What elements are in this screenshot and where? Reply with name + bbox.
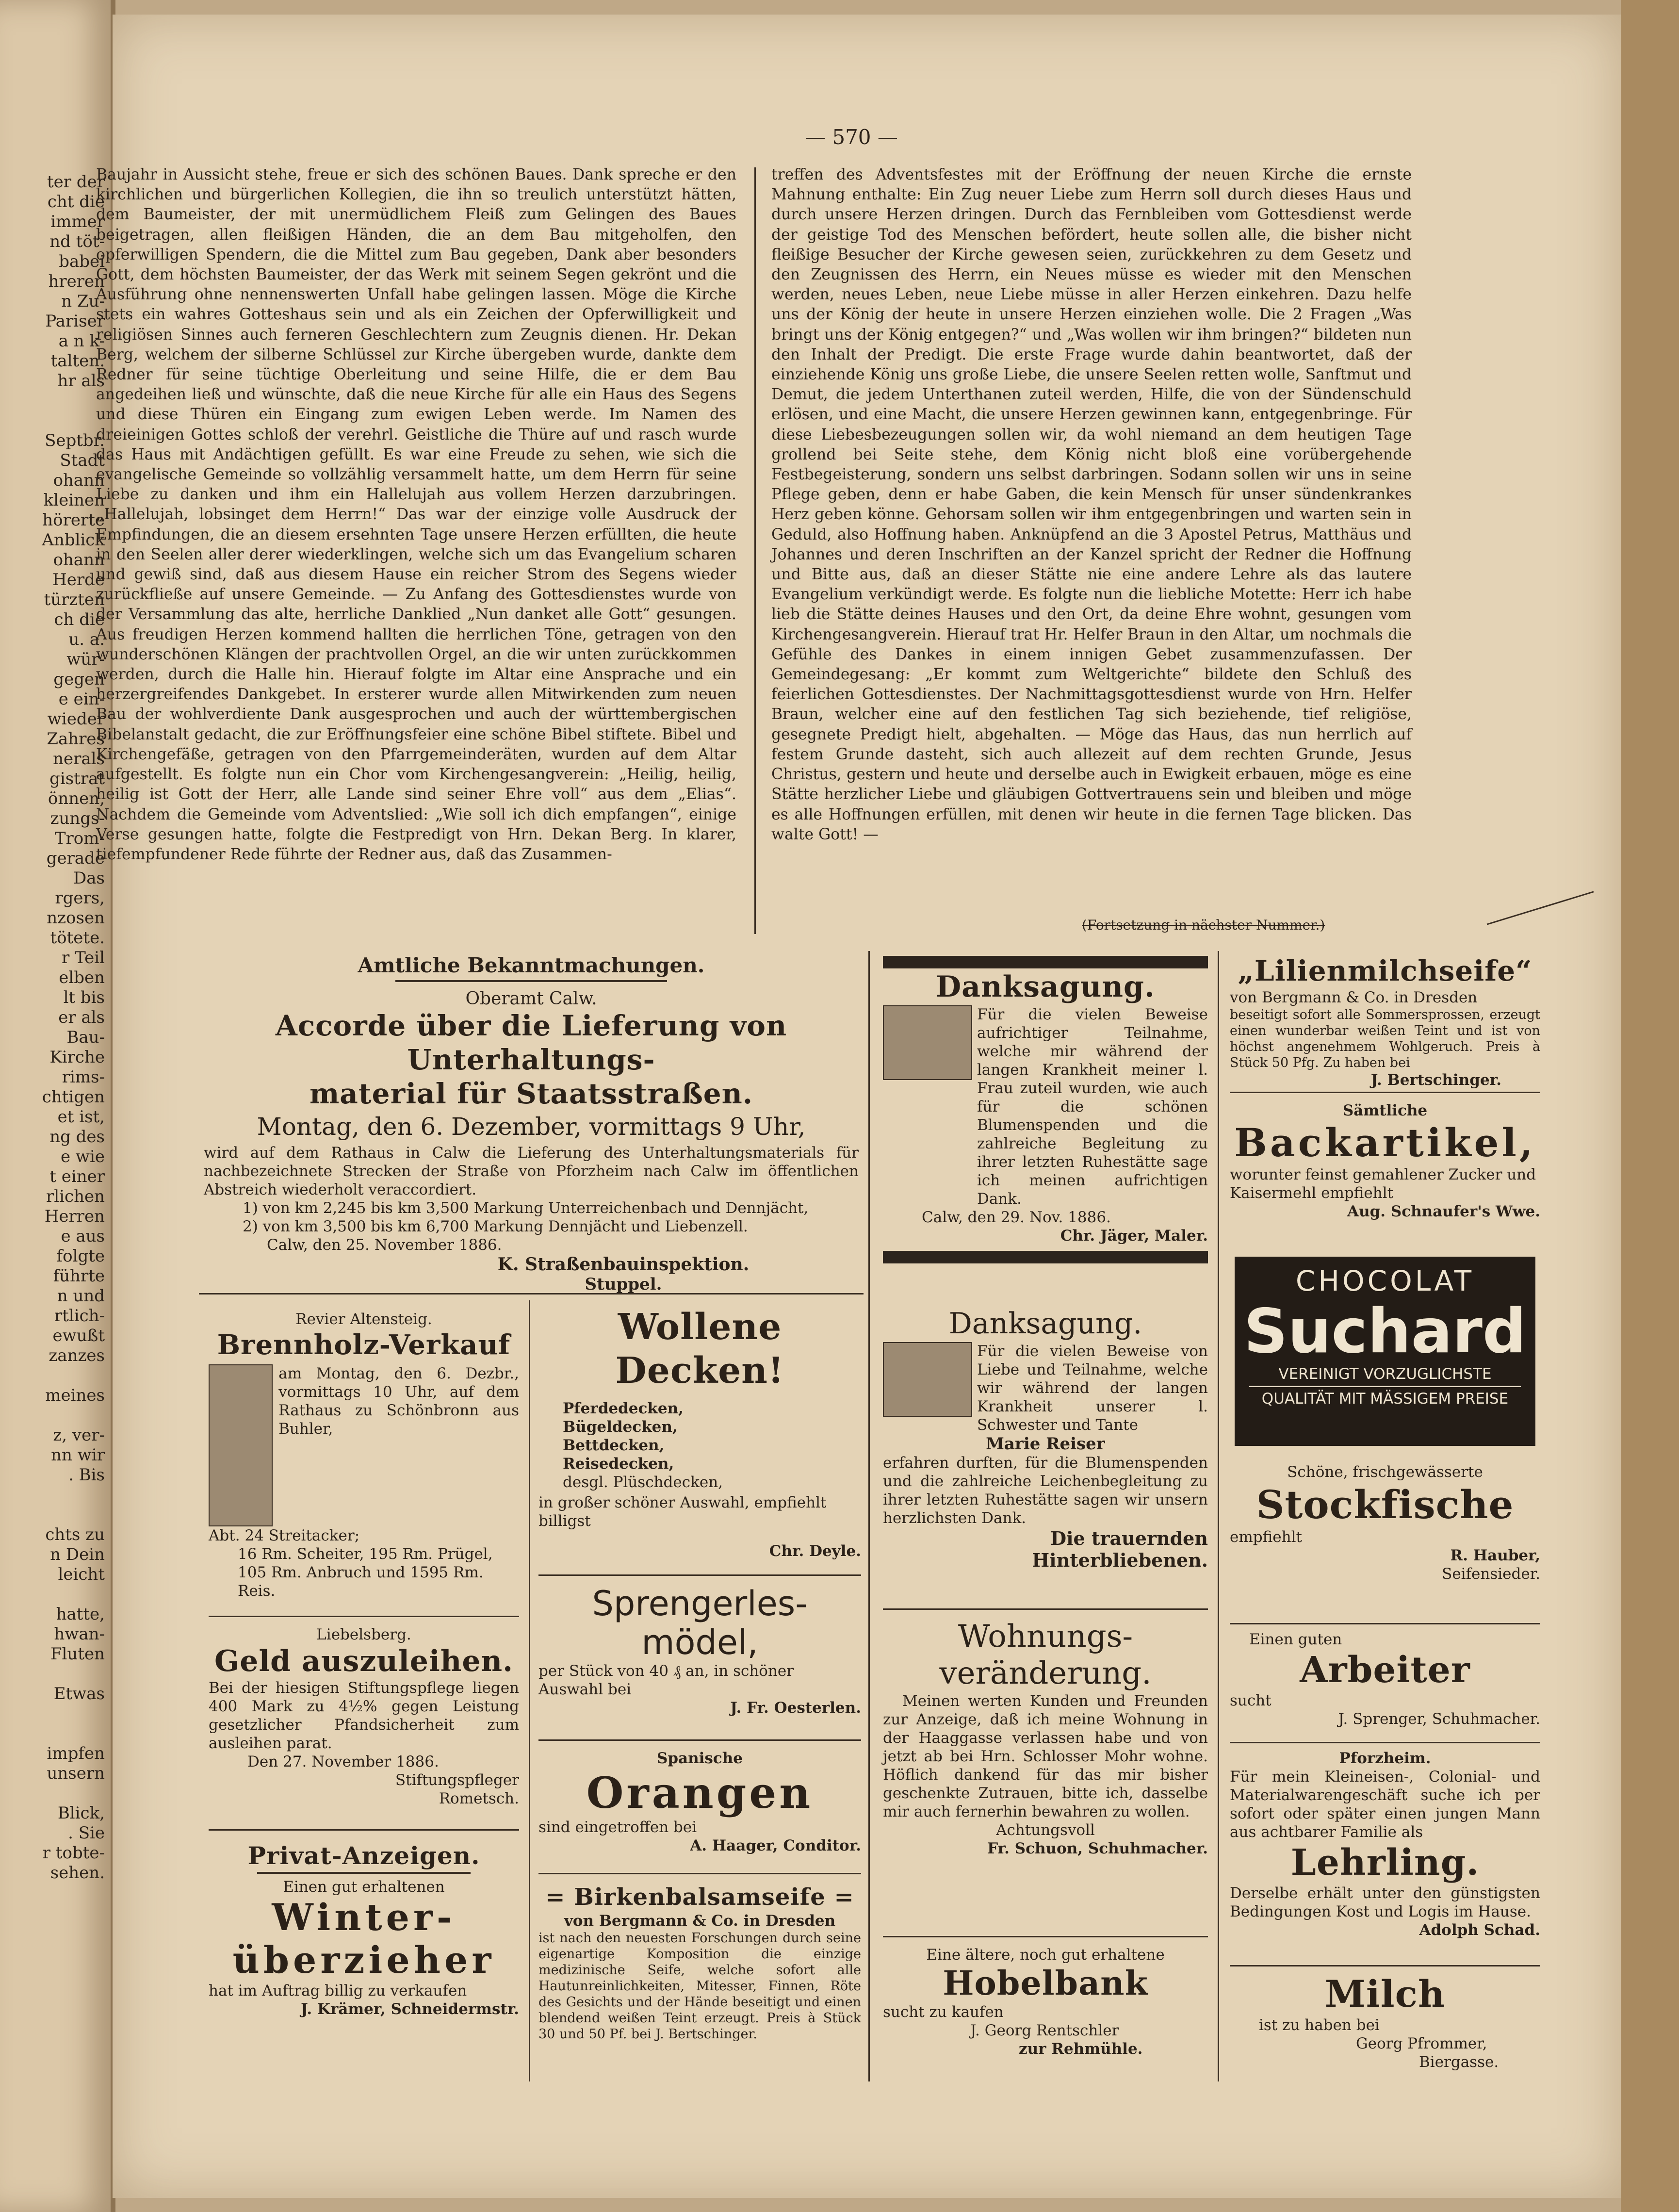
left-page-fragment-line: e ein- bbox=[58, 689, 105, 709]
left-page-fragment-line: er als bbox=[58, 1008, 105, 1027]
left-page-fragment-line: r tobte- bbox=[42, 1843, 105, 1863]
oranges-pre: Spanische bbox=[656, 1750, 743, 1767]
left-page-fragment-line: ter der bbox=[47, 172, 105, 192]
left-page-fragment-line: z, ver- bbox=[53, 1426, 105, 1445]
thanks-ad-1 bbox=[883, 956, 1208, 1263]
left-page-fragment-line: folgte bbox=[56, 1246, 105, 1266]
loan-place: Liebelsberg. bbox=[316, 1626, 411, 1643]
mold-title-2: mödel, bbox=[641, 1622, 758, 1662]
left-page-fragment-line: gistrat bbox=[49, 769, 105, 788]
left-page-fragment-line: a n k- bbox=[58, 331, 105, 351]
left-page-fragment-line bbox=[0, 1366, 112, 1386]
left-page-fragment-line: hr als bbox=[57, 371, 105, 391]
ad-divider bbox=[868, 951, 870, 2081]
page-number: — 570 — bbox=[805, 125, 898, 149]
ad-divider bbox=[1230, 1623, 1540, 1624]
left-page-text-fragments bbox=[0, 0, 112, 1883]
thanks-2-signature: Die trauernden Hinterbliebenen. bbox=[1032, 1527, 1208, 1571]
notice-item-1: 1) von km 2,245 bis km 3,500 Markung Unterreichenbach und Dennjächt, bbox=[243, 1199, 809, 1217]
ad-divider bbox=[209, 1829, 519, 1831]
notice-signature: K. Straßenbauinspektion. bbox=[497, 1254, 750, 1275]
notice-place-date: Calw, den 25. November 1886. bbox=[267, 1236, 502, 1254]
stockfish-ad bbox=[1230, 1463, 1540, 1583]
ad-divider bbox=[529, 1300, 530, 2081]
milk-signature: Georg Pfrommer, bbox=[1356, 2035, 1487, 2052]
firewood-body: am Montag, den 6. Dezbr., vormittags 10 Uhr, auf dem Rathaus zu Schönbronn aus Buhler, bbox=[278, 1365, 519, 1438]
left-page-fragment-line bbox=[0, 1485, 112, 1505]
left-page-fragment-line: hwan- bbox=[54, 1624, 105, 1644]
stockfish-signature-trade: Seifensieder. bbox=[1442, 1565, 1540, 1583]
lily-soap-company: von Bergmann & Co. in Dresden bbox=[1230, 989, 1478, 1006]
blanket-item: Pferdedecken, bbox=[563, 1400, 684, 1417]
blanket-item: Reisedecken, bbox=[563, 1455, 674, 1473]
ad-divider bbox=[883, 1936, 1208, 1937]
left-page-fragment-line: cht die bbox=[47, 192, 105, 212]
birch-soap-title: Birkenbalsamseife bbox=[574, 1884, 826, 1911]
left-page-fragment-line: Anblick bbox=[42, 530, 105, 550]
left-page-fragment-line: Blick, bbox=[57, 1803, 105, 1823]
left-page-fragment-line: Herren bbox=[44, 1207, 105, 1226]
worker-wanted-ad bbox=[1230, 1630, 1540, 1728]
official-notices bbox=[204, 953, 859, 1294]
firewood-items: 16 Rm. Scheiter, 195 Rm. Prügel, 105 Rm. Anbruch und 1595 Rm. Reis. bbox=[238, 1545, 493, 1600]
left-page-fragment-line: zanzes bbox=[49, 1346, 105, 1365]
left-page-fragment-line: rlichen bbox=[46, 1187, 105, 1206]
left-page-fragment-line bbox=[0, 1406, 112, 1426]
birch-soap-ad: = Birkenbalsamseife = von Bergmann & Co. in Dresden ist nach den neuesten Forschungen durch seine eigenartige Komposition die einzige medizinische Seife, welche sofort alle Hautunreinlichkeiten, Mitesser, Finnen, Röte des Gesichts und der Hände beseitigt und einen blendend weißen Teint erzeugt. Preis à Stück 30 und 50 Pf. bei J. Bertschinger. bbox=[538, 1884, 861, 2042]
left-page-fragment-line: e wie bbox=[60, 1147, 105, 1166]
ad-divider bbox=[209, 1616, 519, 1617]
lily-soap-title: „Lilienmilchseife“ bbox=[1238, 954, 1532, 987]
stockfish-intro: Schöne, frischgewässerte bbox=[1287, 1463, 1483, 1481]
left-page-fragment-line: zungs- bbox=[50, 809, 105, 828]
address-regards: Achtungsvoll bbox=[996, 1821, 1095, 1839]
page-edge bbox=[1621, 0, 1679, 2212]
winter-coat-ad bbox=[209, 1878, 519, 2018]
worker-title: Arbeiter bbox=[1300, 1649, 1470, 1691]
thanks-1-signature: Chr. Jäger, Maler. bbox=[1060, 1227, 1208, 1245]
article-text-right: treffen des Adventsfestes mit der Eröffnung der neuen Kirche die ernste Mahnung enthalte: Ein Zug neuer Liebe zum Herrn soll durch dieses Haus und durch unsere Herzen dringen. Durch das Fernbleiben vom Gottesdienst werde der geistige Tod des Menschen befördert, heute sollen alle, die bisher nicht fleißige Besucher der Kirche gewesen seien, zurückkehren zu dem Gesetz und den Zeugnissen des Herrn, ein Neues müsse es wieder mit den Menschen werden, neues Leben, neue Liebe müsse in aller Herzen einkehren. Dazu helfe uns der König der heute in unsere Herzen einziehen wolle. Die 2 Fragen „Was bringt uns der König entgegen?“ und „Was wollen wir ihm bringen?“ bildeten nun den Inhalt der Predigt. Die erste Frage wurde dahin beantwortet, daß der einziehende König uns große Liebe, die unsere Seelen retten wolle, Sanftmut und Demut, die jedem Unterthanen zuteil werden, Hilfe, die von der Sündenschuld erlösen, und eine Macht, die unsere Herzen gewinnen kann, entgegenbringe. Für diese Liebesbezeugungen sollen wir, da wohl niemand an dem heutigen Tage grollend bei Seite stehe, dem König nicht bloß eine vorübergehende Festbegeisterung, sondern uns selbst darbringen. Sodann sollen wir uns in seine Pflege geben, denn er habe Gaben, die kein Mensch für unser sündenkrankes Herz geben könne. Gehorsam sollen wir ihm entgegenbringen und warten sein in Geduld, also Hoffnung haben. Anknüpfend an die 3 Apostel Petrus, Matthäus und Johannes und deren Inschriften an der Kanzel spricht der Redner die Hoffnung und Bitte aus, daß an dieser Stätte nie eine andere Lehre als das lautere Evangelium verkündigt werde. Es folgte nun die liebliche Motette: Herr ich habe lieb die Stätte deines Hauses und den Ort, da deine Ehre wohnt, gesungen vom Kirchengesangverein. Hierauf trat Hr. Helfer Braun in den Altar, um nochmals die Gefühle des Dankes in einem innigen Gebet zusammenzufassen. Der Gemeindegesang: „Er kommt zum Weltgerichte“ bildete den Schluß des feierlichen Gottesdienstes. Der Nachmittagsgottesdienst wurde von Hrn. Helfer Braun, welcher eine auf den festlichen Tag sich beziehende, tief religiöse, gesegnete Predigt hielt, abgehalten. — Möge das Haus, das nun herrlich auf festem Grunde dasteht, sich auch allezeit auf dem rechten Grunde, Jesus Christus, gestern und heute und derselbe auch in Ewigkeit erbauen, möge es eine Stätte herzlicher Liebe und gläubigen Gottvertrauens sein und bleiben und möge es alle Hoffnungen erfüllen, mit denen wir heute in die fernen Tage blicken. Das walte Gott! — bbox=[771, 166, 1412, 843]
stockfish-signature: R. Hauber, bbox=[1450, 1547, 1540, 1564]
apprentice-wanted-ad bbox=[1230, 1749, 1540, 1939]
left-page-fragment-line: lt bis bbox=[63, 988, 105, 1007]
left-page-fragment-line: chts zu bbox=[45, 1525, 105, 1544]
ad-divider bbox=[538, 1873, 861, 1874]
office-name: Oberamt Calw. bbox=[465, 989, 597, 1009]
address-title-1: Wohnungs- bbox=[958, 1619, 1133, 1655]
left-page-fragment-line: impfen bbox=[47, 1744, 105, 1763]
left-page-fragment-line: önnen, bbox=[48, 789, 105, 808]
black-bar bbox=[883, 956, 1208, 968]
notice-body: wird auf dem Rathaus in Calw die Lieferung des Unterhaltungsmaterials für nachbezeichnete Strecken der Straße von Pforzheim nach Calw im öffentlichen Abstreich wiederholt veraccordiert. bbox=[204, 1144, 859, 1198]
notice-item-2: 2) von km 3,500 bis km 6,700 Markung Dennjächt und Liebenzell. bbox=[243, 1218, 748, 1235]
worker-intro: Einen guten bbox=[1249, 1631, 1342, 1648]
loan-title: Geld auszuleihen. bbox=[214, 1644, 514, 1678]
blankets-body: in großer schöner Auswahl, empfiehlt billigst bbox=[538, 1494, 827, 1530]
suchard-line-3: VEREINIGT VORZUGLICHSTE bbox=[1249, 1365, 1521, 1387]
left-page-fragment-line: babei bbox=[59, 252, 105, 271]
left-page-fragment-line bbox=[0, 391, 112, 411]
apprentice-body-2: Derselbe erhält unter den günstigsten Bedingungen Kost und Logis im Hause. bbox=[1230, 1884, 1540, 1920]
baking-signature: Aug. Schnaufer's Wwe. bbox=[1347, 1203, 1540, 1220]
firewood-title: Brennholz-Verkauf bbox=[217, 1329, 511, 1361]
firewood-sale-ad bbox=[209, 1310, 519, 1600]
birch-soap-company: von Bergmann & Co. in Dresden bbox=[564, 1912, 836, 1930]
left-page-fragment-line bbox=[0, 411, 112, 431]
official-heading: Amtliche Bekanntmachungen. bbox=[358, 953, 705, 977]
workbench-ad bbox=[883, 1946, 1208, 2058]
left-page-fragment-line: . Sie bbox=[68, 1823, 105, 1843]
left-page-fragment-line: talten. bbox=[50, 351, 105, 371]
article-column-right bbox=[771, 165, 1412, 845]
left-page-fragment-line: gerade bbox=[46, 849, 105, 868]
oranges-signature: A. Haager, Conditor. bbox=[690, 1837, 861, 1854]
left-page-fragment-line: Etwas bbox=[53, 1684, 105, 1704]
left-page-fragment-line: hatte, bbox=[56, 1605, 105, 1624]
left-page-fragment-line: e aus bbox=[61, 1227, 105, 1246]
notice-date: Montag, den 6. Dezember, vormittags 9 Uhr, bbox=[257, 1113, 806, 1141]
worker-signature: J. Sprenger, Schuhmacher. bbox=[1338, 1710, 1540, 1728]
left-page-fragment-line: ng des bbox=[49, 1127, 105, 1147]
left-page-fragment-line: u. a. bbox=[68, 630, 105, 649]
left-page-fragment-line: Septbr. bbox=[45, 431, 105, 450]
coat-title-2: überzieher bbox=[232, 1938, 495, 1982]
left-page-fragment-line: nerals bbox=[53, 749, 105, 769]
column-divider bbox=[754, 167, 756, 934]
left-page-fragment-line bbox=[0, 1585, 112, 1605]
ad-divider bbox=[883, 1608, 1208, 1610]
loan-signature-name: Rometsch. bbox=[439, 1790, 519, 1807]
baking-body: worunter feinst gemahlener Zucker und Kaisermehl empfiehlt bbox=[1230, 1166, 1536, 1202]
baking-goods-ad bbox=[1230, 1101, 1540, 1221]
workbench-title: Hobelbank bbox=[943, 1964, 1148, 2003]
left-page-fragment-line: nzosen bbox=[47, 908, 105, 928]
left-page-fragment-line: n und bbox=[57, 1286, 105, 1306]
suchard-line-4: QUALITÄT MIT MÄSSIGEM PREISE bbox=[1261, 1390, 1509, 1408]
lily-soap-signature: J. Bertschinger. bbox=[1370, 1071, 1501, 1089]
left-page-fragment-line: elben bbox=[59, 968, 105, 987]
left-page-fragment-line bbox=[0, 1505, 112, 1525]
oranges-title: Orangen bbox=[586, 1768, 814, 1818]
notice-title-2: material für Staatsstraßen. bbox=[309, 1077, 753, 1110]
left-page-fragment-line: ch die bbox=[54, 610, 105, 629]
blanket-extra: desgl. Plüschdecken, bbox=[563, 1474, 723, 1491]
worker-body: sucht bbox=[1230, 1692, 1271, 1709]
left-page-fragment-line: . Bis bbox=[68, 1465, 105, 1485]
thanks-1-body: Für die vielen Beweise aufrichtiger Teilnahme, welche mir während der langen Krankheit meiner l. Frau zuteil wurden, wie auch für die schönen Blumenspenden und die zahlreiche Begleitung zu ihrer letzten Ruhestätte sage ich meinen aufrichtigen Dank. bbox=[977, 1006, 1208, 1208]
notice-signature-name: Stuppel. bbox=[585, 1275, 662, 1294]
coat-intro: Einen gut erhaltenen bbox=[283, 1878, 445, 1896]
thanks-1-title: Danksagung. bbox=[936, 970, 1155, 1004]
left-page-fragment-line: gegen bbox=[53, 670, 105, 689]
ad-divider bbox=[1230, 1742, 1540, 1743]
left-page-fragment-line: chtigen bbox=[42, 1087, 105, 1107]
apprentice-signature: Adolph Schad. bbox=[1419, 1921, 1540, 1939]
left-page-fragment-line: nn wir bbox=[51, 1445, 105, 1465]
left-page-fragment-line: rtlich- bbox=[54, 1306, 105, 1326]
left-page-fragment-line: rgers, bbox=[55, 888, 105, 908]
mold-signature: J. Fr. Oesterlen. bbox=[730, 1699, 861, 1717]
left-page-fragment-line: wieder bbox=[47, 709, 105, 729]
milk-body: ist zu haben bei bbox=[1259, 2016, 1380, 2034]
mold-title-1: Sprengerles- bbox=[592, 1584, 808, 1623]
left-page-fragment-line: ohann bbox=[53, 550, 105, 570]
left-page-fragment-line: wür- bbox=[66, 650, 105, 669]
stockfish-title: Stockfische bbox=[1256, 1482, 1514, 1527]
ad-divider bbox=[538, 1739, 861, 1741]
apprentice-body: Für mein Kleineisen-, Colonial- und Materialwarengeschäft suche ich per sofort oder später einen jungen Mann aus achtbarer Familie als bbox=[1230, 1768, 1540, 1841]
thanks-ad-2 bbox=[883, 1305, 1208, 1571]
article-column-left bbox=[96, 165, 736, 865]
thanks-2-title: Danksagung. bbox=[948, 1307, 1142, 1341]
baking-title: Backartikel, bbox=[1234, 1120, 1536, 1165]
private-heading: Privat-Anzeigen. bbox=[247, 1841, 480, 1870]
lily-soap-body: beseitigt sofort alle Sommersprossen, erzeugt einen wunderbar weißen Teint und ist von höchst angenehmem Wohlgeruch. Preis à Stück 50 Pfg. Zu haben bei bbox=[1230, 1007, 1540, 1070]
oranges-body: sind eingetroffen bei bbox=[538, 1819, 697, 1836]
coat-signature: J. Krämer, Schneidermstr. bbox=[301, 2000, 519, 2018]
left-page-fragment-line: ohann bbox=[53, 471, 105, 490]
grave-cross-illustration bbox=[883, 1342, 972, 1417]
firewood-district: Revier Altensteig. bbox=[295, 1311, 432, 1328]
left-page-fragment-line: hörerte bbox=[42, 510, 105, 530]
milk-title: Milch bbox=[1324, 1972, 1446, 2015]
left-page-fragment-line: ewußt bbox=[52, 1326, 105, 1345]
left-page-fragment-line: rims- bbox=[62, 1067, 105, 1087]
left-page-fragment-line: nd töt- bbox=[49, 232, 105, 251]
ad-divider bbox=[538, 1574, 861, 1576]
milk-signature-street: Biergasse. bbox=[1419, 2053, 1499, 2071]
oranges-ad bbox=[538, 1749, 861, 1855]
thanks-2-body: Für die vielen Beweise von Liebe und Teilnahme, welche wir während der langen Krankheit unserer l. Schwester und Tante bbox=[977, 1343, 1208, 1434]
baking-pre: Sämtliche bbox=[1342, 1102, 1428, 1119]
left-page-fragment-line: unsern bbox=[47, 1764, 105, 1783]
ad-divider bbox=[1230, 1092, 1540, 1093]
stockfish-body: empfiehlt bbox=[1230, 1528, 1302, 1546]
left-page-fragment-line: n Zu- bbox=[61, 292, 105, 311]
lily-soap-ad bbox=[1230, 953, 1540, 1089]
blankets-ad bbox=[538, 1305, 861, 1560]
left-page-fragment-line bbox=[0, 1784, 112, 1803]
left-page-fragment-line: sehen. bbox=[50, 1863, 105, 1883]
left-page-fragment-line: Herde bbox=[52, 570, 105, 590]
loan-date: Den 27. November 1886. bbox=[247, 1753, 439, 1770]
workbench-signature-place: zur Rehmühle. bbox=[1019, 2040, 1143, 2058]
address-title-2: veränderung. bbox=[939, 1655, 1152, 1691]
suchard-line-1: CHOCOLAT bbox=[1295, 1264, 1475, 1297]
left-page-fragment-line: leicht bbox=[58, 1565, 105, 1584]
ad-divider bbox=[1218, 951, 1219, 2081]
firewood-section: Abt. 24 Streitacker; bbox=[209, 1527, 360, 1544]
left-page-fragment-line bbox=[0, 1724, 112, 1744]
left-page-fragment-line: t einer bbox=[49, 1167, 105, 1186]
blanket-item: Bügeldecken, bbox=[563, 1418, 678, 1436]
left-page-fragment-line: immer bbox=[50, 212, 105, 231]
workbench-intro: Eine ältere, noch gut erhaltene bbox=[926, 1946, 1165, 1964]
workbench-signature: J. Georg Rentschler bbox=[970, 2022, 1119, 2039]
article-text-left: Baujahr in Aussicht stehe, freue er sich des schönen Baues. Dank spreche er den kirchlichen und bürgerlichen Kollegien, die ihn so treulich unterstützt hätten, dem Baumeister, der mit unermüdlichem Fleiß zum Gelingen des Baues beigetragen, allen fleißigen Händen, die an dem Bau mitgeholfen, den opferwilligen Spendern, die die Mittel zum Bau gegeben, Dank aber besonders Gott, dem höchsten Baumeister, der das Werk mit seinem Segen gekrönt und die Ausführung ohne nennenswerten Unfall habe gelingen lassen. Möge die Kirche stets ein wahres Gotteshaus sein und als ein Zeichen der Opferwilligkeit und religiösen Sinnes auch ferneren Geschlechtern zum Zeugnis dienen. Hr. Dekan Berg, welchem der silberne Schlüssel zur Kirche übergeben wurde, dankte dem Redner für seine tüchtige Oberleitung und seine Hilfe, die er dem Bau angedeihen ließ und wünschte, daß die neue Kirche für alle ein Haus des Segens und diese Thüren ein Eingang zum ewigen Leben werde. Im Namen des dreieinigen Gottes schloß der verehrl. Geistliche die Thüre auf und rasch wurde das Haus mit Andächtigen gefüllt. Es war eine Freude zu sehen, wie sich die evangelische Gemeinde so vollzählig versammelt hatte, um dem Herrn für seine Liebe zu danken und ihm ein Hallelujah aus vollem Herzen darzubringen. „Hallelujah, lobsinget dem Herrn!“ Das war der einzige volle Ausdruck der Empfindungen, die an diesem ersehnten Tage unsere Herzen erfüllten, die heute in den Seelen aller derer wiederklingen, welche sich um das Evangelium scharen und gewiß sind, daß aus diesem Hause ein reicher Strom des Segens wieder zurückfließe auf unsere Gemeinde. — Zu Anfang des Gottesdienstes wurde von der Versammlung das alte, herrliche Danklied „Nun danket alle Gott“ gesungen. Aus freudigen Herzen kommend hallten die herrlichen Töne, getragen von den wunderschönen Klängen der prachtvollen Orgel, an die wir unten zurückkommen werden, durch die Halle hin. Hierauf folgte im Altar eine Ansprache und ein herzergreifendes Dankgebet. In ersterer wurde allen Mitwirkenden zum neuen Bau der wohlverdiente Dank ausgesprochen und auch der württembergischen Bibelanstalt gedacht, die zur Eröffnungsfeier eine schöne Bibel stiftete. Bibel und Kirchengefäße, getragen von den Pfarrgemeinderäten, wurden auf dem Altar aufgestellt. Es folgte nun ein Chor vom Kirchengesangverein: „Heilig, heilig, heilig ist Gott der Herr, alle Lande sind seiner Ehre voll“ aus dem „Elias“. Nachdem die Gemeinde vom Adventslied: „Wie soll ich dich empfangen“, einige Verse gesungen hatte, folgte die Festpredigt von Hrn. Dekan Berg. In klarer, tiefempfundener Rede führte der Redner aus, daß das Zusammen- bbox=[96, 166, 736, 863]
left-page-fragment-line: Zahres bbox=[47, 729, 105, 749]
left-page-fragment-line: meines bbox=[45, 1386, 105, 1405]
deceased-name: Marie Reiser bbox=[986, 1434, 1105, 1454]
address-body: Meinen werten Kunden und Freunden zur Anzeige, daß ich meine Wohnung in der Haaggasse verlassen habe und von jetzt ab bei Hrn. Schlosser Mohr wohne. Höflich dankend für das mir bisher geschenkte Zutrauen, bitte ich, dasselbe mir auch fernerhin bewahren zu wollen. bbox=[883, 1692, 1208, 1820]
left-page-fragment-line: r Teil bbox=[62, 948, 105, 967]
blankets-title: Wollene Decken! bbox=[615, 1306, 784, 1392]
address-signature: Fr. Schuon, Schuhmacher. bbox=[987, 1840, 1208, 1857]
private-ads-heading bbox=[209, 1841, 519, 1874]
grave-cross-illustration bbox=[883, 1005, 972, 1080]
left-page-fragment-line: Kirche bbox=[49, 1048, 105, 1067]
change-of-address-ad bbox=[883, 1618, 1208, 1858]
black-bar bbox=[883, 1251, 1208, 1263]
left-page-fragment-line bbox=[0, 1664, 112, 1684]
money-loan-ad bbox=[209, 1625, 519, 1808]
blankets-signature: Chr. Deyle. bbox=[769, 1542, 861, 1560]
notice-title-1: Accorde über die Lieferung von Unterhaltungs- bbox=[275, 1009, 787, 1076]
left-page-fragment-line: türzten bbox=[44, 590, 105, 609]
coat-title-1: Winter- bbox=[272, 1896, 456, 1939]
continuation-note: (Fortsetzung in nächster Nummer.) bbox=[1082, 917, 1325, 933]
mold-body: per Stück von 40 ₰ an, in schöner Auswahl bei bbox=[538, 1662, 794, 1698]
loan-body: Bei der hiesigen Stiftungspflege liegen 400 Mark zu 4½% gegen Leistung gesetzlicher Pfandsicherheit zum ausleihen parat. bbox=[209, 1679, 519, 1752]
left-page-fragment-line bbox=[0, 1704, 112, 1724]
left-page-fragment-line: Bau- bbox=[66, 1028, 105, 1047]
ad-divider bbox=[1230, 1965, 1540, 1966]
left-page-fragment-line: Fluten bbox=[50, 1644, 105, 1664]
left-page-fragment-line: Das bbox=[73, 868, 105, 888]
left-page-fragment-line: et ist, bbox=[57, 1107, 105, 1127]
apprentice-title: Lehrling. bbox=[1290, 1842, 1480, 1884]
left-page-fragment bbox=[0, 0, 112, 2212]
left-page-fragment-line: tötete. bbox=[50, 928, 105, 948]
left-page-fragment-line: Stadt bbox=[60, 451, 105, 470]
left-page-fragment-line: Trom- bbox=[54, 829, 105, 848]
left-page-fragment-line: hreren bbox=[48, 272, 105, 291]
loan-signature-title: Stiftungspfleger bbox=[395, 1771, 519, 1789]
milk-ad bbox=[1230, 1972, 1540, 2071]
left-page-fragment-line: n Dein bbox=[50, 1545, 105, 1564]
coat-body: hat im Auftrag billig zu verkaufen bbox=[209, 1982, 467, 1999]
birch-soap-body: ist nach den neuesten Forschungen durch seine eigenartige Komposition die einzige medizinische Seife, welche sofort alle Hautunreinlichkeiten, Mitesser, Finnen, Röte des Gesichts und der Hände beseitigt und einen blendend weißen Teint erzeugt. Preis à Stück 30 und 50 Pf. bei J. Bertschinger. bbox=[538, 1931, 861, 2042]
left-page-fragment-line: Pariser bbox=[45, 311, 105, 331]
left-page-fragment-line: kleinen bbox=[43, 491, 105, 510]
left-page-fragment-line: führte bbox=[53, 1266, 105, 1286]
woodcutters-illustration bbox=[209, 1364, 273, 1526]
suchard-chocolate-ad bbox=[1235, 1257, 1535, 1446]
thanks-2-body-2: erfahren durften, für die Blumenspenden und die zahlreiche Leichenbegleitung zu ihrer letzten Ruhestätte sagen wir unsern herzlichsten Dank. bbox=[883, 1454, 1208, 1527]
workbench-body: sucht zu kaufen bbox=[883, 2003, 1004, 2021]
apprentice-place: Pforzheim. bbox=[1339, 1750, 1431, 1767]
thanks-1-date: Calw, den 29. Nov. 1886. bbox=[922, 1209, 1111, 1226]
blanket-item: Bettdecken, bbox=[563, 1437, 665, 1454]
cookie-mold-ad bbox=[538, 1584, 861, 1717]
suchard-brand: Suchard bbox=[1243, 1295, 1527, 1367]
